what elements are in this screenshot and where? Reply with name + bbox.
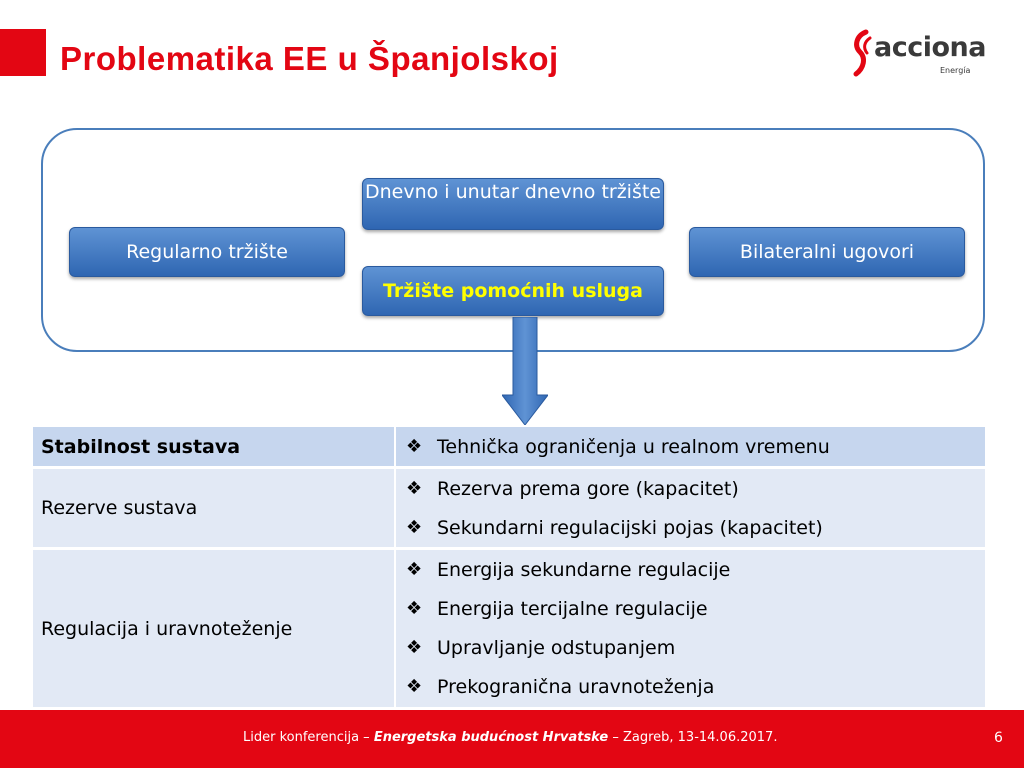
row-items xyxy=(396,550,985,707)
row-items xyxy=(396,469,985,550)
logo-wordmark: acciona xyxy=(874,32,986,63)
row-items xyxy=(396,427,985,469)
row-label: Stabilnost sustava xyxy=(33,427,396,469)
list-item: ❖ Rezerva prema gore (kapacitet) xyxy=(406,477,739,500)
logo-subtext: Energía xyxy=(940,66,971,75)
row-label: Rezerve sustava xyxy=(33,469,396,550)
acciona-logo xyxy=(848,26,986,82)
page-title: Problematika EE u Španjolskoj xyxy=(60,40,559,77)
table-row xyxy=(33,469,985,550)
logo-mark-icon xyxy=(848,28,876,78)
diamond-bullet-icon: ❖ xyxy=(406,676,423,697)
title-accent-square xyxy=(0,29,46,76)
table-row xyxy=(33,550,985,707)
list-item: ❖ Tehnička ograničenja u realnom vremenu xyxy=(406,435,830,458)
regular-market-box: Regularno tržište xyxy=(69,227,345,277)
row-label: Regulacija i uravnoteženje xyxy=(33,550,396,707)
diamond-bullet-icon: ❖ xyxy=(406,435,423,457)
diamond-bullet-icon: ❖ xyxy=(406,598,423,619)
ancillary-services-box: Tržište pomoćnih usluga xyxy=(362,266,664,316)
list-item: ❖ Prekogranična uravnoteženja xyxy=(406,676,715,698)
diamond-bullet-icon: ❖ xyxy=(406,516,423,538)
diamond-bullet-icon: ❖ xyxy=(406,559,423,580)
list-item: ❖ Energija sekundarne regulacije xyxy=(406,559,731,581)
down-arrow-icon xyxy=(502,317,548,425)
list-item: ❖ Sekundarni regulacijski pojas (kapacitet) xyxy=(406,516,823,539)
footer-text: Lider konferencija – Energetska budućnost Hrvatske – Zagreb, 13-14.06.2017. xyxy=(243,730,778,745)
list-item: ❖ Energija tercijalne regulacije xyxy=(406,598,708,620)
page-number: 6 xyxy=(994,730,1003,746)
daily-market-box: Dnevno i unutar dnevno tržište xyxy=(362,178,664,230)
diamond-bullet-icon: ❖ xyxy=(406,637,423,658)
services-table xyxy=(33,427,985,707)
bilateral-contracts-box: Bilateralni ugovori xyxy=(689,227,965,277)
diamond-bullet-icon: ❖ xyxy=(406,477,423,499)
list-item: ❖ Upravljanje odstupanjem xyxy=(406,637,676,659)
table-row xyxy=(33,427,985,469)
